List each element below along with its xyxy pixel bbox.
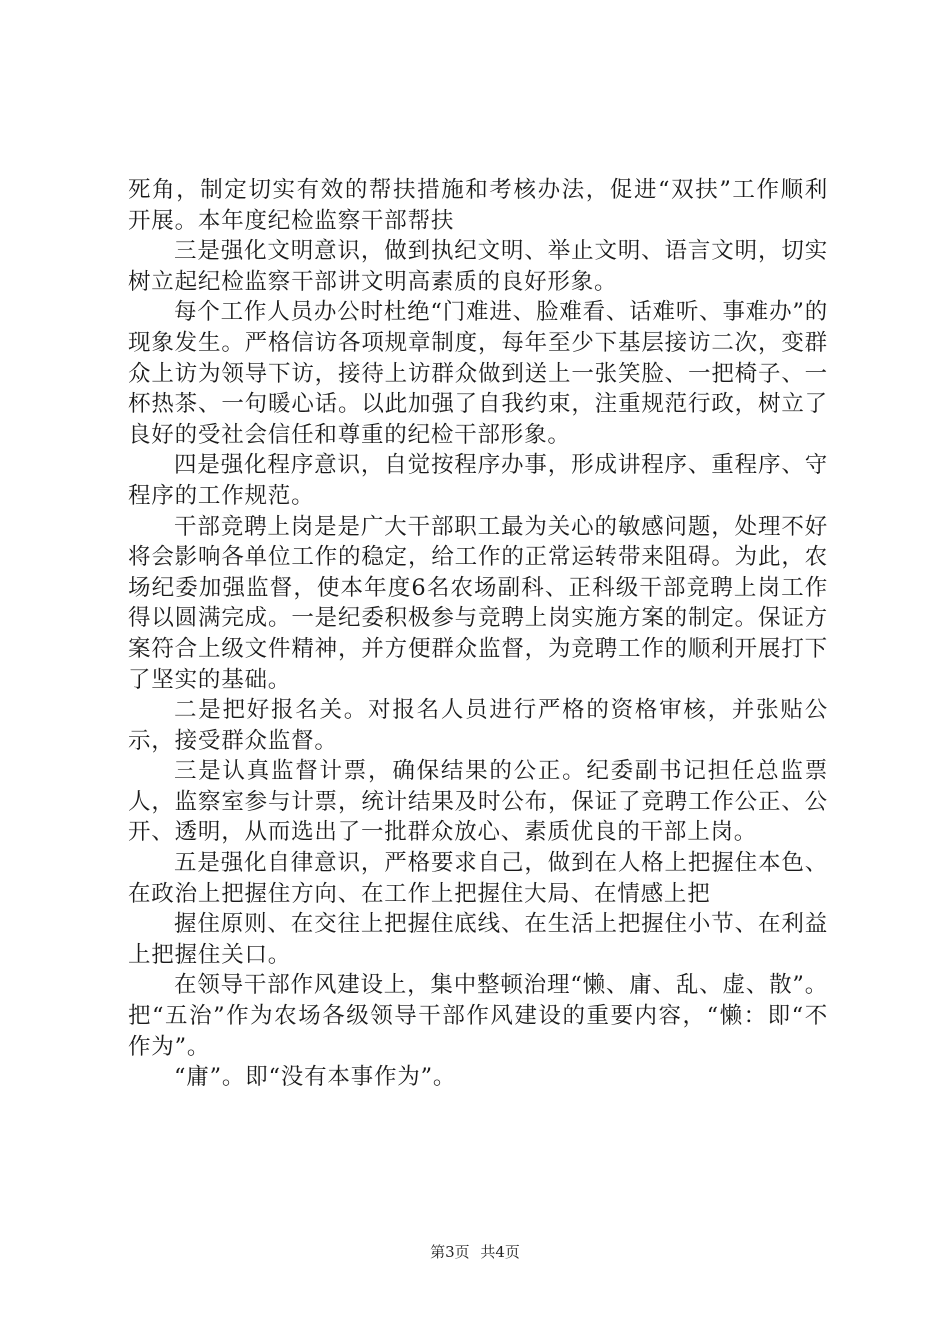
page-total: 共4页 xyxy=(480,1243,520,1261)
paragraph-4: 四是强化程序意识，自觉按程序办事，形成讲程序、重程序、守程序的工作规范。 xyxy=(128,452,828,509)
paragraph-7: 三是认真监督计票，确保结果的公正。纪委副书记担任总监票人，监察室参与计票，统计结果及时公布，保证了竞聘工作公正、公开、透明，从而选出了一批群众放心、素质优良的干部上岗。 xyxy=(128,758,828,846)
paragraph-1: 死角，制定切实有效的帮扶措施和考核办法，促进“双扶”工作顺利开展。本年度纪检监察干部帮扶 xyxy=(128,177,828,234)
paragraph-5: 干部竞聘上岗是是广大干部职工最为关心的敏感问题，处理不好将会影响各单位工作的稳定，给工作的正常运转带来阻碍。为此，农场纪委加强监督，使本年度6名农场副科、正科级干部竞聘上岗工作得以圆满完成。一是纪委积极参与竞聘上岗实施方案的制定。保证方案符合上级文件精神，并方便群众监督，为竞聘工作的顺利开展打下了坚实的基础。 xyxy=(128,513,828,693)
paragraph-3: 每个工作人员办公时杜绝“门难进、脸难看、话难听、事难办”的现象发生。严格信访各项规章制度，每年至少下基层接访二次，变群众上访为领导下访，接待上访群众做到送上一张笑脸、一把椅子、一杯热茶、一句暖心话。以此加强了自我约束，注重规范行政，树立了良好的受社会信任和尊重的纪检干部形象。 xyxy=(128,299,828,448)
paragraph-8: 五是强化自律意识，严格要求自己，做到在人格上把握住本色、在政治上把握住方向、在工作上把握住大局、在情感上把 xyxy=(128,850,828,907)
paragraph-10: 在领导干部作风建设上，集中整顿治理“懒、庸、乱、虚、散”。把“五治”作为农场各级领导干部作风建设的重要内容，“懒：即“不作为”。 xyxy=(128,972,828,1060)
page-number: 第3页 xyxy=(430,1243,470,1261)
paragraph-9: 握住原则、在交往上把握住底线、在生活上把握住小节、在利益上把握住关口。 xyxy=(128,911,828,968)
paragraph-2: 三是强化文明意识，做到执纪文明、举止文明、语言文明，切实树立起纪检监察干部讲文明高素质的良好形象。 xyxy=(128,238,828,295)
page-footer xyxy=(0,1242,950,1262)
paragraph-6: 二是把好报名关。对报名人员进行严格的资格审核，并张贴公示，接受群众监督。 xyxy=(128,697,828,754)
document-body xyxy=(128,175,828,1093)
paragraph-11: “庸”。即“没有本事作为”。 xyxy=(174,1064,457,1091)
